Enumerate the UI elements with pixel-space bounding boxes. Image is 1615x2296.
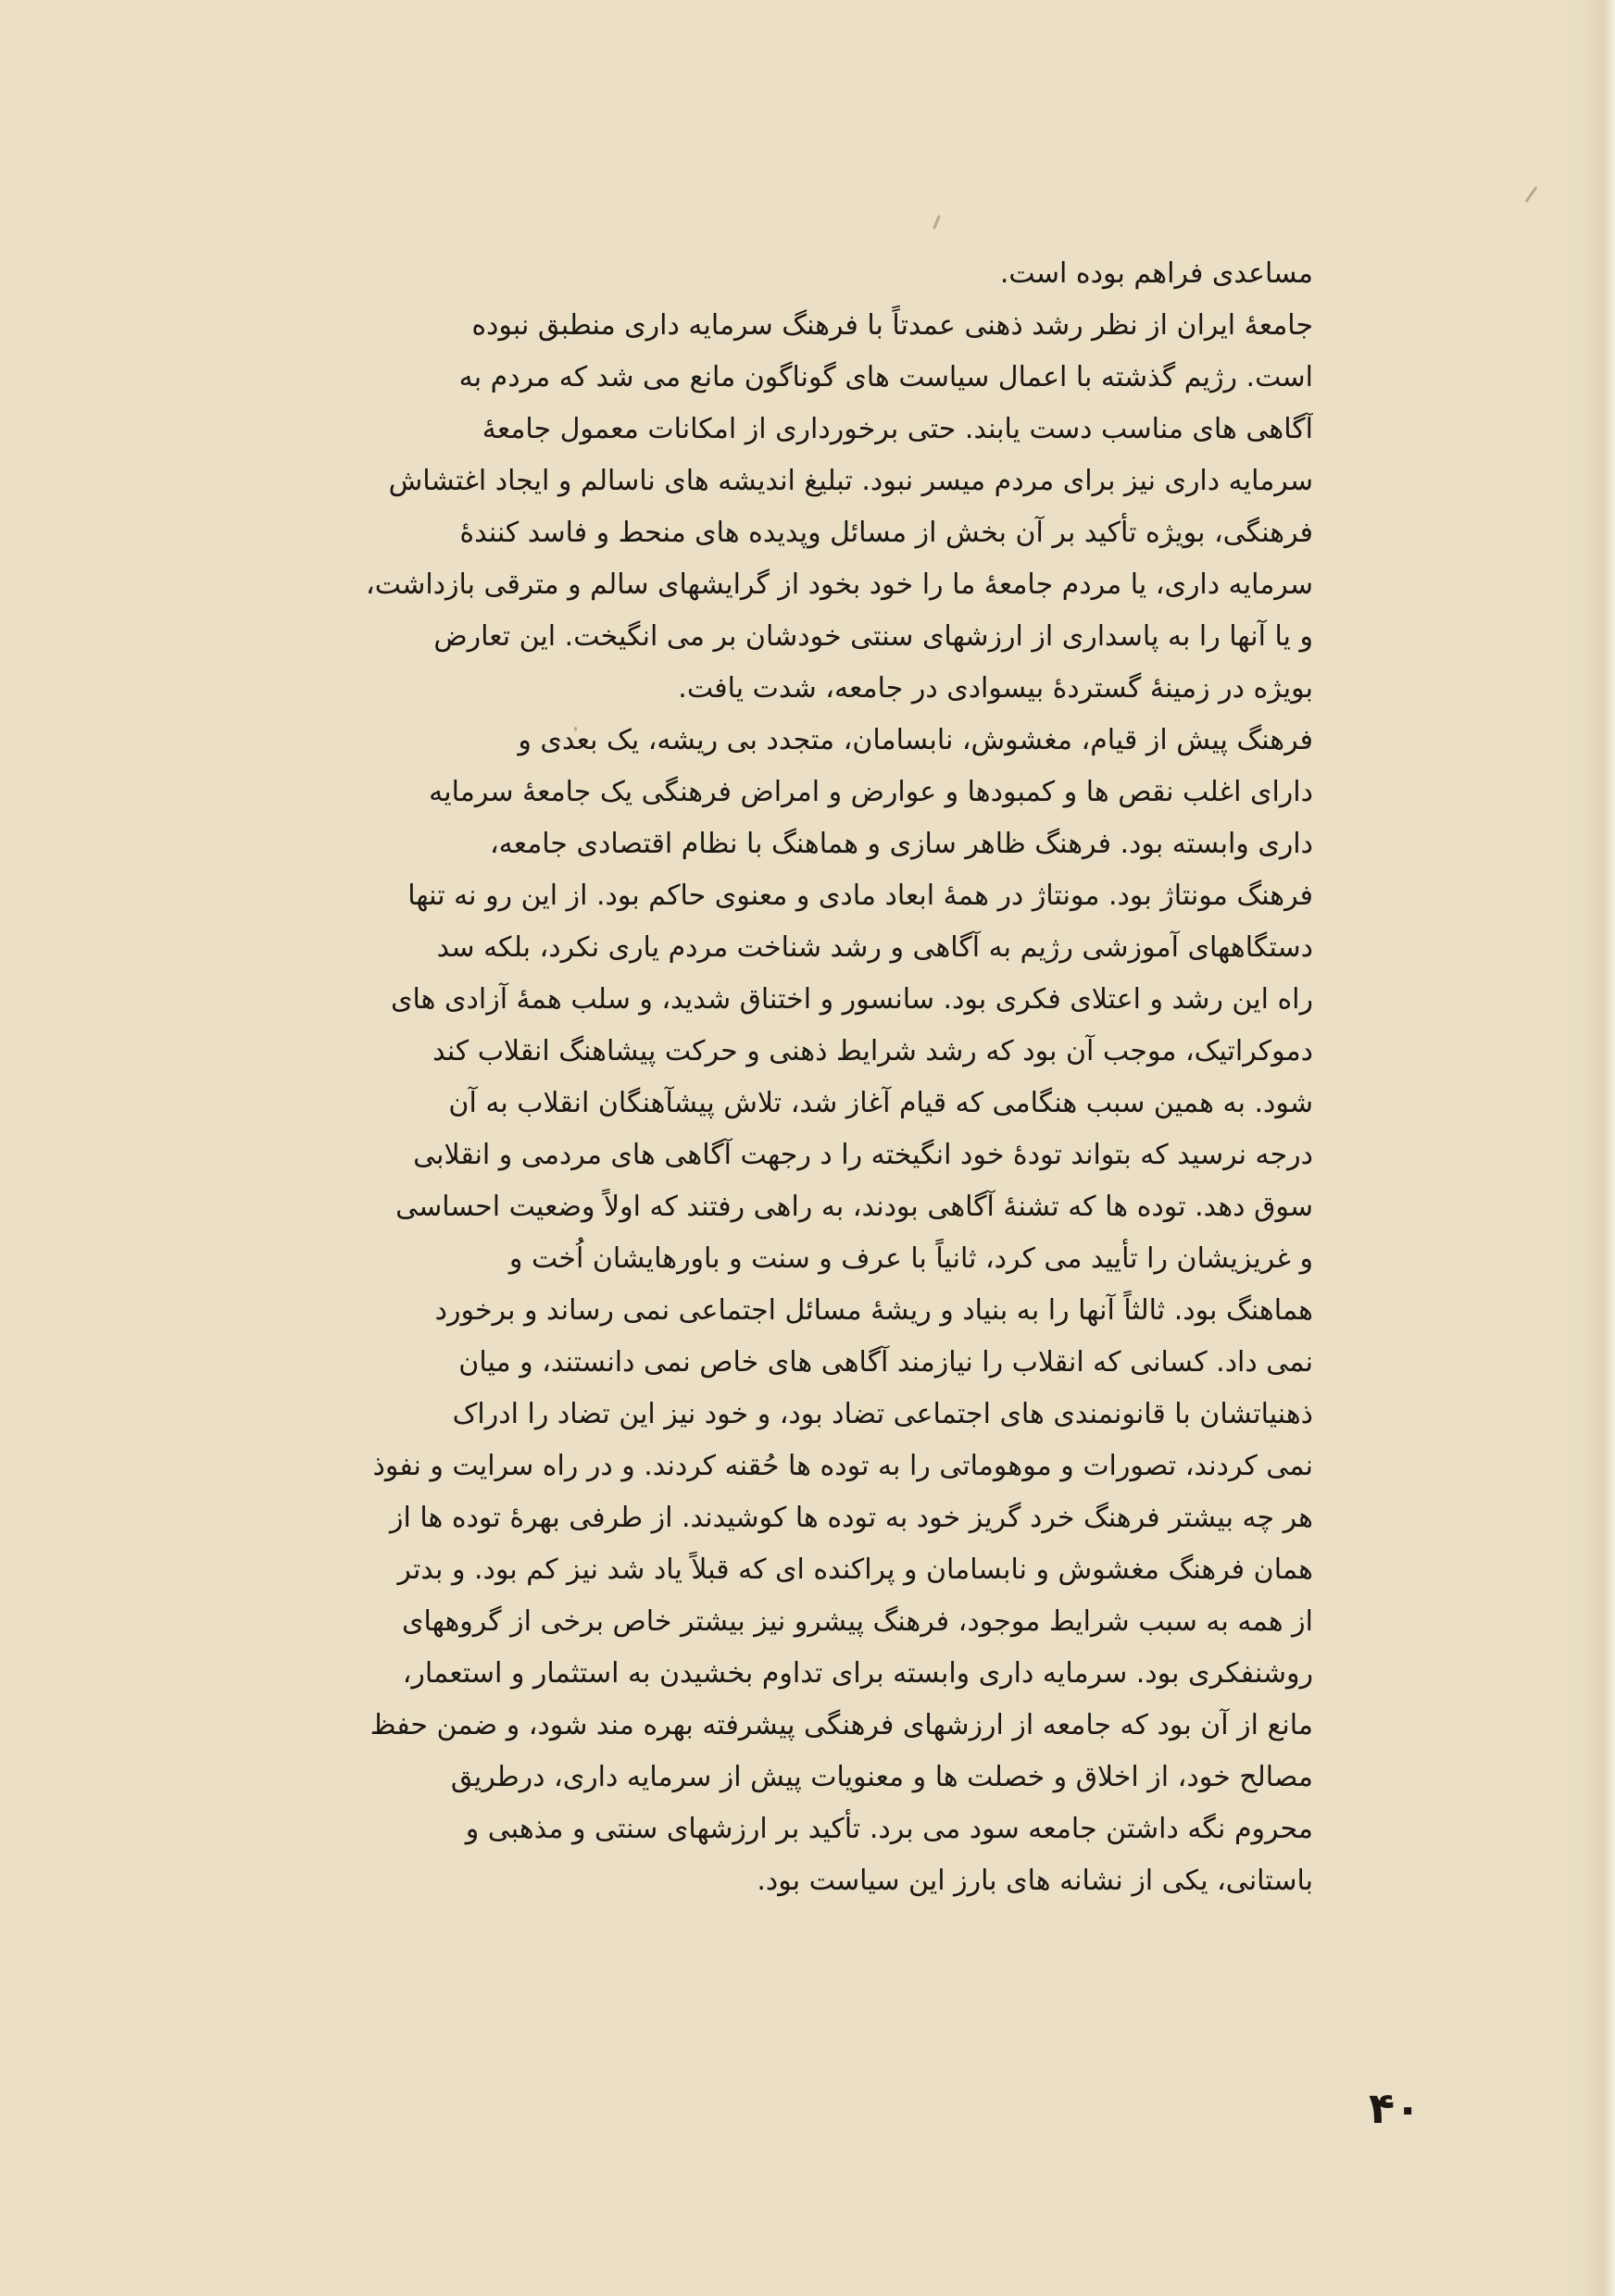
text-line: راه این رشد و اعتلای فکری بود. سانسور و اختناق شدید، و سلب همهٔ آزادی های	[391, 983, 1313, 1016]
text-line: مصالح خود، از اخلاق و خصلت ها و معنویات پیش از سرمایه داری، درطریق	[450, 1761, 1313, 1793]
text-line: از همه به سبب شرایط موجود، فرهنگ پیشرو نیز بیشتر خاص برخی از گروههای	[402, 1605, 1313, 1638]
text-line: است. رژیم گذشته با اعمال سیاست های گوناگون مانع می شد که مردم به	[458, 361, 1313, 393]
page-edge-shadow	[1559, 0, 1615, 2296]
text-line: روشنفکری بود. سرمایه داری وابسته برای تداوم بخشیدن به استثمار و استعمار،	[402, 1657, 1313, 1690]
text-line: آگاهی های مناسب دست یابند. حتی برخورداری از امکانات معمول جامعهٔ	[482, 413, 1313, 445]
text-line: مساعدی فراهم بوده است.	[999, 257, 1313, 290]
text-line: ذهنیاتشان با قانونمندی های اجتماعی تضاد بود، و خود نیز این تضاد را ادراک	[452, 1398, 1313, 1430]
paper-speck	[933, 215, 941, 230]
text-line: و یا آنها را به پاسداری از ارزشهای سنتی خودشان بر می انگیخت. این تعارض	[433, 620, 1313, 653]
text-line: داری وابسته بود. فرهنگ ظاهر سازی و هماهنگ با نظام اقتصادی جامعه،	[489, 828, 1313, 860]
text-line: دموکراتیک، موجب آن بود که رشد شرایط ذهنی و حرکت پیشاهنگ انقلاب کند	[432, 1035, 1313, 1067]
text-line: سرمایه داری نیز برای مردم میسر نبود. تبلیغ اندیشه های ناسالم و ایجاد اغتشاش	[388, 465, 1313, 497]
text-line: نمی کردند، تصورات و موهوماتی را به توده ها حُقنه کردند. و در راه سرایت و نفوذ	[372, 1450, 1313, 1482]
paper-speck	[1525, 186, 1538, 203]
text-line: فرهنگی، بویژه تأکید بر آن بخش از مسائل وپدیده های منحط و فاسد کنندهٔ	[459, 517, 1313, 549]
text-line: فرهنگ پیش از قیام، مغشوش، نابسامان، متجدد بی ریشه، یک بعدی و	[518, 724, 1313, 756]
text-line: بویژه در زمینهٔ گستردهٔ بیسوادی در جامعه، شدت یافت.	[678, 672, 1313, 705]
text-line: دارای اغلب نقص ها و کمبودها و عوارض و امراض فرهنگی یک جامعهٔ سرمایه	[429, 776, 1313, 808]
text-line: سرمایه داری، یا مردم جامعهٔ ما را خود بخود از گرایشهای سالم و مترقی بازداشت،	[366, 568, 1313, 601]
text-line: و غریزیشان را تأیید می کرد، ثانیاً با عرف و سنت و باورهایشان اُخت و	[508, 1242, 1313, 1275]
text-line: هر چه بیشتر فرهنگ خرد گریز خود به توده ها کوشیدند. از طرفی بهرهٔ توده ها از	[390, 1502, 1313, 1534]
text-line: محروم نگه داشتن جامعه سود می برد. تأکید بر ارزشهای سنتی و مذهبی و	[465, 1813, 1313, 1845]
text-line: مانع از آن بود که جامعه از ارزشهای فرهنگی پیشرفته بهره مند شود، و ضمن حفظ	[369, 1709, 1313, 1741]
text-line: شود. به همین سبب هنگامی که قیام آغاز شد، تلاش پیشآهنگان انقلاب به آن	[448, 1087, 1313, 1119]
page-number: ۴۰	[1369, 2083, 1421, 2133]
text-line: نمی داد. کسانی که انقلاب را نیازمند آگاهی های خاص نمی دانستند، و میان	[458, 1346, 1313, 1379]
text-line: سوق دهد. توده ها که تشنهٔ آگاهی بودند، به راهی رفتند که اولاً وضعیت احساسی	[395, 1191, 1313, 1223]
text-line: فرهنگ مونتاژ بود. مونتاژ در همهٔ ابعاد مادی و معنوی حاکم بود. از این رو نه تنها	[407, 880, 1313, 912]
text-line: هماهنگ بود. ثالثاً آنها را به بنیاد و ریشهٔ مسائل اجتماعی نمی رساند و برخورد	[434, 1294, 1313, 1327]
text-line: درجه نرسید که بتواند تودهٔ خود انگیخته را د رجهت آگاهی های مردمی و انقلابی	[413, 1139, 1313, 1171]
text-line: باستانی، یکی از نشانه های بارز این سیاست بود.	[757, 1865, 1313, 1897]
body-text	[248, 248, 1313, 1907]
text-line: همان فرهنگ مغشوش و نابسامان و پراکنده ای که قبلاً یاد شد نیز کم بود. و بدتر	[397, 1554, 1313, 1586]
text-line: دستگاههای آموزشی رژیم به آگاهی و رشد شناخت مردم یاری نکرد، بلکه سد	[436, 931, 1313, 964]
text-line: جامعهٔ ایران از نظر رشد ذهنی عمدتاً با فرهنگ سرمایه داری منطبق نبوده	[471, 309, 1313, 342]
